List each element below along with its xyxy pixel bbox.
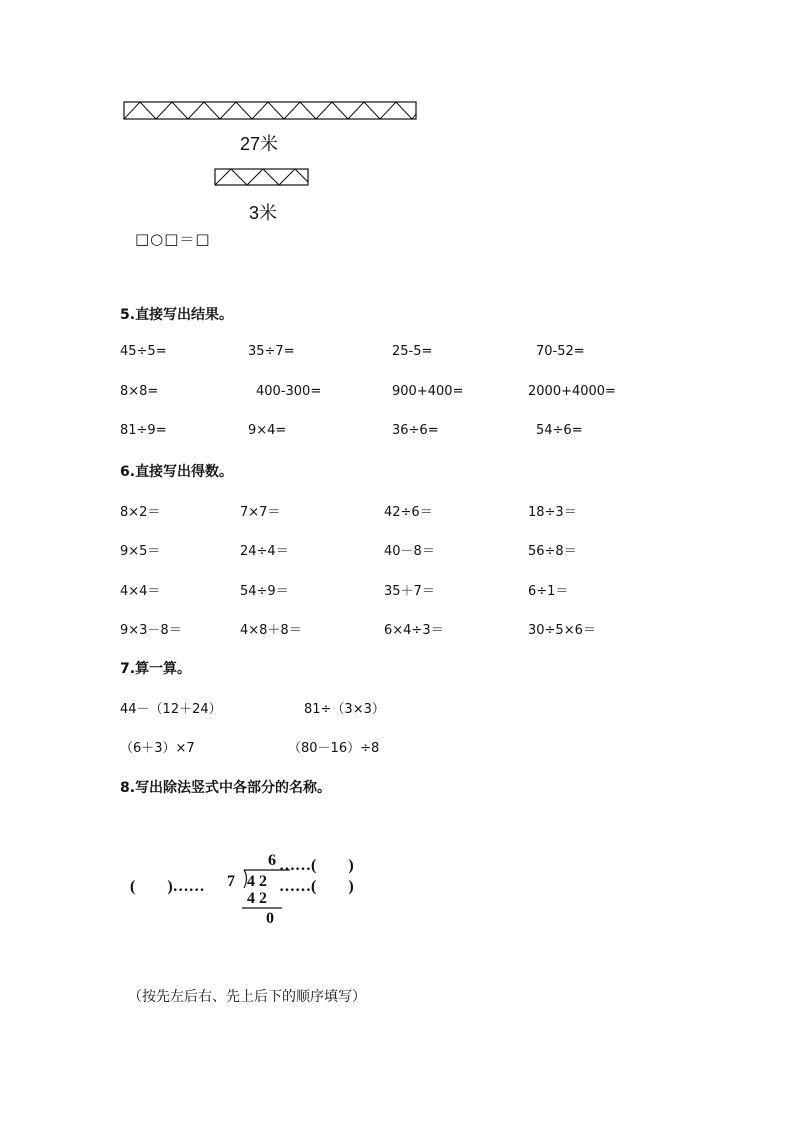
q6-heading [120,461,233,481]
q5-item: 8×8= [120,384,159,399]
q8-heading [120,777,331,797]
q5-item: 2000+4000= [528,384,616,399]
dividend: 4 2 [247,873,267,890]
q7-heading [120,658,191,678]
dividend-name-blank[interactable]: ……( ) [279,878,354,895]
q8-number: 8. [120,780,136,796]
q5-item: 400-300= [256,384,322,399]
fill-order-note: （按先左后右、先上后下的顺序填写） [128,989,366,1005]
divisor: 7 [227,873,235,890]
q6-item: 30÷5×6＝ [528,623,596,638]
q5-item: 70-52= [536,344,585,359]
q5-title: 直接写出结果。 [135,307,234,323]
q7-item: 81÷（3×3） [304,702,385,717]
q6-item: 54÷9＝ [240,584,289,599]
q6-item: 9×5＝ [120,544,161,559]
short-rod [215,169,308,185]
subtraction-line [242,906,284,910]
q6-item: 4×8＋8＝ [240,623,302,638]
q5-item: 9×4= [248,423,287,438]
rod-diagram [0,0,793,230]
q6-item: 7×7＝ [240,505,281,520]
q5-item: 45÷5= [120,344,167,359]
q6-item: 40－8＝ [384,544,435,559]
remainder: 0 [266,910,274,927]
q6-item: 35＋7＝ [384,584,435,599]
short-rod-label: 3米 [249,203,278,223]
q8-title: 写出除法竖式中各部分的名称。 [135,780,332,796]
product: 4 2 [247,890,267,907]
q5-item: 36÷6= [392,423,439,438]
quotient: 6 [268,852,276,869]
q7-number: 7. [120,661,136,677]
q5-item: 25-5= [392,344,433,359]
q6-title: 直接写出得数。 [135,464,234,480]
quotient-name-blank[interactable]: ……( ) [279,857,354,874]
q6-item: 4×4＝ [120,584,161,599]
q5-item: 35÷7= [248,344,295,359]
q5-heading [120,304,233,324]
q5-item: 81÷9= [120,423,167,438]
q5-number: 5. [120,307,136,323]
q6-item: 24÷4＝ [240,544,289,559]
long-rod-label: 27米 [240,134,279,154]
q7-item: （80－16）÷8 [288,741,380,756]
q5-item: 54÷6= [536,423,583,438]
q6-item: 8×2＝ [120,505,161,520]
q7-item: （6＋3）×7 [120,741,195,756]
q6-number: 6. [120,464,136,480]
q6-item: 6÷1＝ [528,584,569,599]
q7-item: 44－（12＋24） [120,702,222,717]
q6-item: 9×3－8＝ [120,623,182,638]
long-rod [124,102,416,119]
q6-item: 56÷8＝ [528,544,577,559]
q7-title: 算一算。 [135,661,192,677]
divisor-name-blank[interactable]: ( )…… [130,878,205,895]
blank-equation[interactable]: □○□＝□ [135,230,211,248]
q6-item: 6×4÷3＝ [384,623,444,638]
q6-item: 42÷6＝ [384,505,433,520]
q5-item: 900+400= [392,384,464,399]
q6-item: 18÷3＝ [528,505,577,520]
